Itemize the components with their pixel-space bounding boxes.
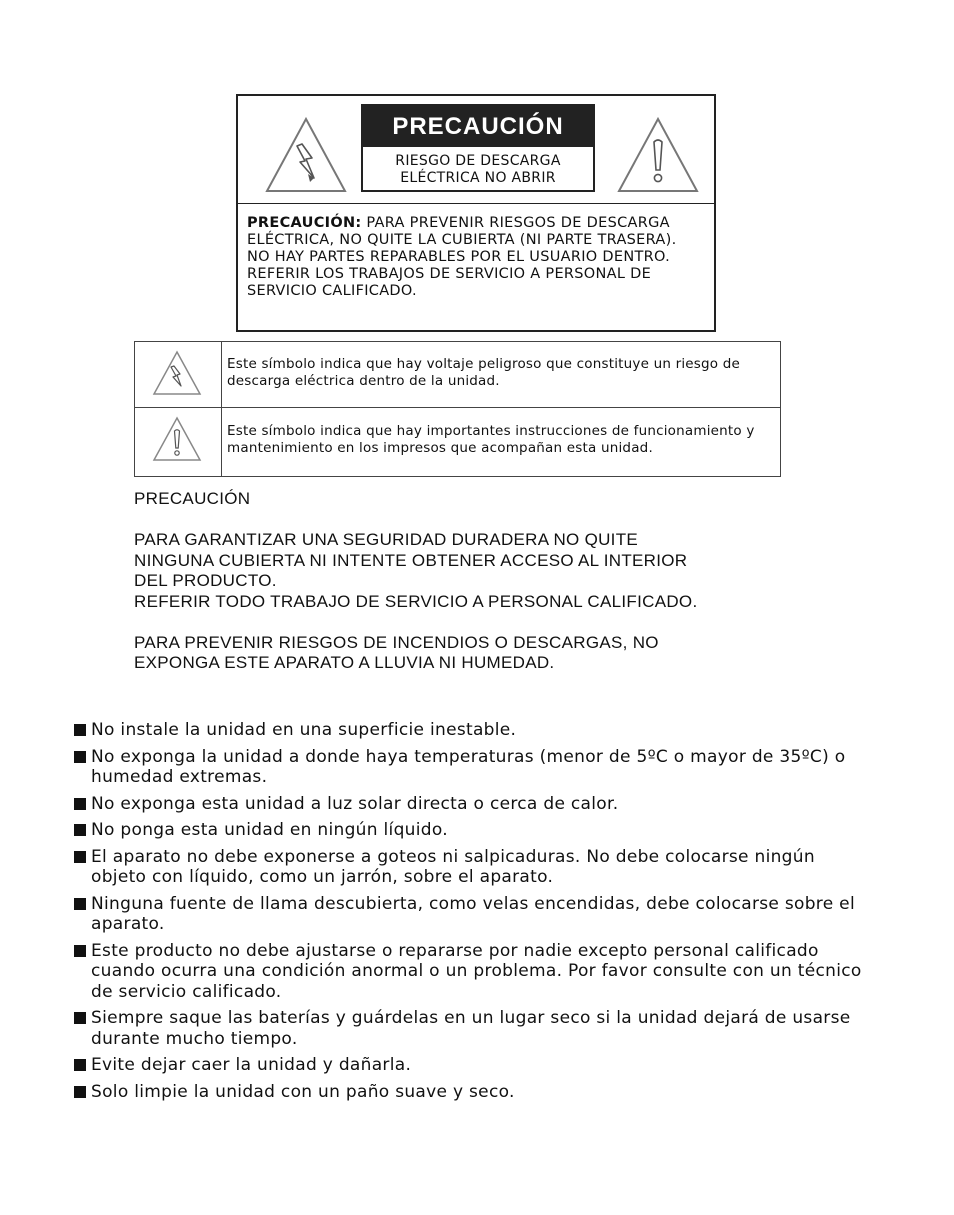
list-item-text: No exponga la unidad a donde haya temperaturas (menor de 5ºC o mayor de 35ºC) o humedad extremas. (91, 746, 846, 787)
warning-block (134, 489, 794, 674)
warning-line: PARA PREVENIR RIESGOS DE INCENDIOS O DESCARGAS, NO (134, 632, 659, 652)
list-item (74, 720, 874, 741)
list-item (74, 847, 874, 888)
list-item (74, 941, 874, 1003)
list-item (74, 1082, 874, 1103)
warning-line: EXPONGA ESTE APARATO A LLUVIA NI HUMEDAD. (134, 653, 555, 672)
square-bullet-icon (74, 945, 86, 957)
exclamation-warning-icon (616, 116, 700, 194)
list-item-text: El aparato no debe exponerse a goteos ni salpicaduras. No debe colocarse ningún objeto con líquido, como un jarrón, sobre el aparato. (91, 846, 815, 887)
square-bullet-icon (74, 824, 86, 836)
warning-line: PARA GARANTIZAR UNA SEGURIDAD DURADERA NO QUITE (134, 530, 639, 549)
square-bullet-icon (74, 898, 86, 910)
symbol-icon-cell (135, 408, 222, 476)
square-bullet-icon (74, 724, 86, 736)
symbol-table (134, 341, 781, 477)
list-item-text: Ninguna fuente de llama descubierta, como velas encendidas, debe colocarse sobre el aparato. (91, 893, 855, 934)
lightning-warning-icon (264, 116, 348, 194)
square-bullet-icon (74, 1086, 86, 1098)
safety-list (74, 720, 874, 1108)
list-item (74, 794, 874, 815)
square-bullet-icon (74, 1012, 86, 1024)
list-item (74, 1055, 874, 1076)
caution-body-line: NO HAY PARTES REPARABLES POR EL USUARIO DENTRO. (247, 249, 671, 265)
exclamation-warning-icon (152, 416, 202, 462)
caution-subtitle-line: RIESGO DE DESCARGA (395, 153, 561, 169)
caution-subtitle (363, 147, 593, 187)
warning-heading: PRECAUCIÓN (134, 489, 251, 508)
caution-body-line (247, 215, 708, 249)
symbol-description: Este símbolo indica que hay voltaje peligroso que constituye un riesgo de descarga eléctrica dentro de la unidad. (227, 356, 741, 389)
caution-subtitle-line: ELÉCTRICA NO ABRIR (400, 170, 556, 186)
caution-box (236, 94, 716, 332)
lightning-warning-icon (152, 350, 202, 396)
caution-header (238, 96, 714, 204)
symbol-description: Este símbolo indica que hay importantes instrucciones de funcionamiento y mantenimiento en los impresos que acompañan esta unidad. (227, 423, 755, 456)
list-item-text: Solo limpie la unidad con un paño suave y seco. (91, 1081, 515, 1102)
caution-body (247, 215, 708, 300)
caution-label (361, 104, 595, 192)
list-item (74, 747, 874, 788)
list-item (74, 820, 874, 841)
caution-body-lead: PRECAUCIÓN: (247, 215, 362, 231)
caution-title: PRECAUCIÓN (363, 106, 593, 147)
square-bullet-icon (74, 851, 86, 863)
list-item-text: No ponga esta unidad en ningún líquido. (91, 820, 448, 840)
square-bullet-icon (74, 751, 86, 763)
symbol-row (135, 342, 780, 408)
list-item-text: Siempre saque las baterías y guárdelas en un lugar seco si la unidad dejará de usarse durante mucho tiempo. (91, 1008, 851, 1049)
caution-body-line: REFERIR LOS TRABAJOS DE SERVICIO A PERSONAL DE SERVICIO CALIFICADO. (247, 266, 652, 299)
symbol-icon-cell (135, 342, 222, 407)
symbol-row (135, 408, 780, 476)
list-item-text: Evite dejar caer la unidad y dañarla. (91, 1055, 412, 1075)
warning-line: NINGUNA CUBIERTA NI INTENTE OBTENER ACCESO AL INTERIOR (134, 550, 688, 570)
square-bullet-icon (74, 1059, 86, 1071)
warning-line: REFERIR TODO TRABAJO DE SERVICIO A PERSONAL CALIFICADO. (134, 591, 698, 611)
list-item-text: Este producto no debe ajustarse o repararse por nadie excepto personal calificado cuando ocurra una condición anormal o un problema. Por favor consulte con un técnico de servicio calificado. (91, 940, 862, 1002)
warning-line: DEL PRODUCTO. (134, 571, 277, 590)
caution-body-text: PARA PREVENIR RIESGOS DE DESCARGA ELÉCTRICA, NO QUITE LA CUBIERTA (NI PARTE TRASERA). (247, 215, 677, 248)
list-item (74, 1008, 874, 1049)
square-bullet-icon (74, 798, 86, 810)
list-item-text: No exponga esta unidad a luz solar directa o cerca de calor. (91, 793, 619, 814)
list-item-text: No instale la unidad en una superficie inestable. (91, 720, 517, 740)
list-item (74, 894, 874, 935)
